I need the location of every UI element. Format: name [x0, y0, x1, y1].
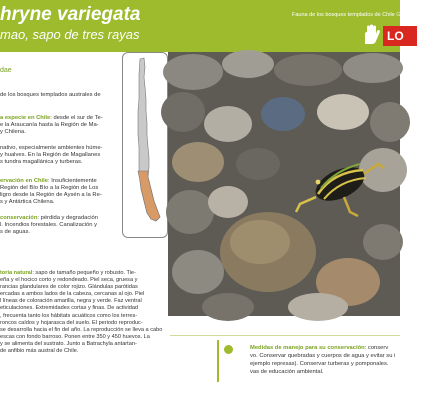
management-measures: [250, 344, 395, 376]
natural-history-heading: toria natural: [0, 270, 33, 276]
distribution-heading: a especie en Chile: [0, 115, 51, 121]
distribution-text-2: e la Araucanía hasta la Región de Ma-: [0, 122, 99, 128]
status-text-1: : Insuficientemente: [48, 178, 97, 184]
section-tab-badge: LO: [383, 26, 417, 46]
distribution-map: [122, 52, 168, 238]
habitat-text-2: y hualves. En la Región de Magallanes: [0, 152, 101, 158]
hand-icon: [361, 24, 381, 46]
distribution-text-3: y Chilena.: [0, 129, 26, 135]
frog-photo: [168, 52, 400, 316]
threats-line: [0, 215, 98, 222]
bullet-icon: [224, 345, 233, 354]
series-name: [292, 12, 434, 18]
divider: [170, 335, 400, 336]
status-text-3: ligro desde la Región de Aysén a la Re-: [0, 192, 102, 198]
threats-heading: conservación: [0, 215, 38, 221]
series-primary: Fauna de los bosques templados de Chile: [292, 12, 395, 18]
status-line: [0, 178, 97, 185]
measures-text: : conserv vo. Conservar quebradas y cuerpos de agua y evitar su i ejemplo represas). Conservar turberas y pomponales. vas de educación ambiental.: [250, 345, 396, 375]
threats-text-3: s de aguas.: [0, 229, 30, 235]
habitat-text-1: nativo, especialmente ambientes húme-: [0, 145, 103, 151]
threats-text-1: : pérdida y degradación: [37, 215, 98, 221]
header-band: [0, 0, 434, 52]
measures-heading: Medidas de manejo para su conservación: [250, 345, 365, 351]
status-text-4: s y Antártica Chilena.: [0, 199, 55, 205]
series-secondary: Guía de campo: [396, 12, 434, 18]
status-heading: ervación en Chile: [0, 178, 49, 184]
status-text-2: Región del Bío Bío a la Región de Los: [0, 185, 99, 191]
natural-history-block: [0, 270, 166, 355]
family-label: dae: [0, 67, 12, 74]
species-title: hryne variegata: [0, 4, 141, 25]
frog-on-pebbles-image: [168, 52, 400, 316]
chile-map-icon: [123, 53, 167, 237]
habitat-text-3: s tundra magallánica y turberas.: [0, 159, 83, 165]
natural-history-text: : sapo de tamaño pequeño y robusto. Tie- eña y el hocico corto y redondeado. Piel seca, gruesa y rancias glandulares de color rojizo. Glándulas parótidas ercadas a ambos lados de la cabeza, cercanas al ojo. Piel l líneas de coloración amarilla, negra y verde. Faz ventral eticulaciones. Extremidades cortas y finas. De actividad , frecuenta tanto los hábitats acuáticos como los terres- roncos caídos y hojarasca del suelo. El periodo reproduc- se desarrolla hacia el fin del año. La reproducción se lleva a cabo escas con fondo barroso. Ponen entre 350 y 450 huevos. La y se alimenta del sustrato. Junto a Batrachyla antartan- de anfibio más austral de Chile.: [0, 270, 163, 355]
threats-text-2: l. Incendios forestales. Canalización y: [0, 222, 97, 228]
common-names: mao, sapo de tres rayas: [0, 27, 140, 42]
intro-text: de los bosques templados australes de: [0, 92, 101, 98]
distribution-text-1: : desde el sur de Te-: [50, 115, 103, 121]
distribution-line: [0, 115, 103, 122]
